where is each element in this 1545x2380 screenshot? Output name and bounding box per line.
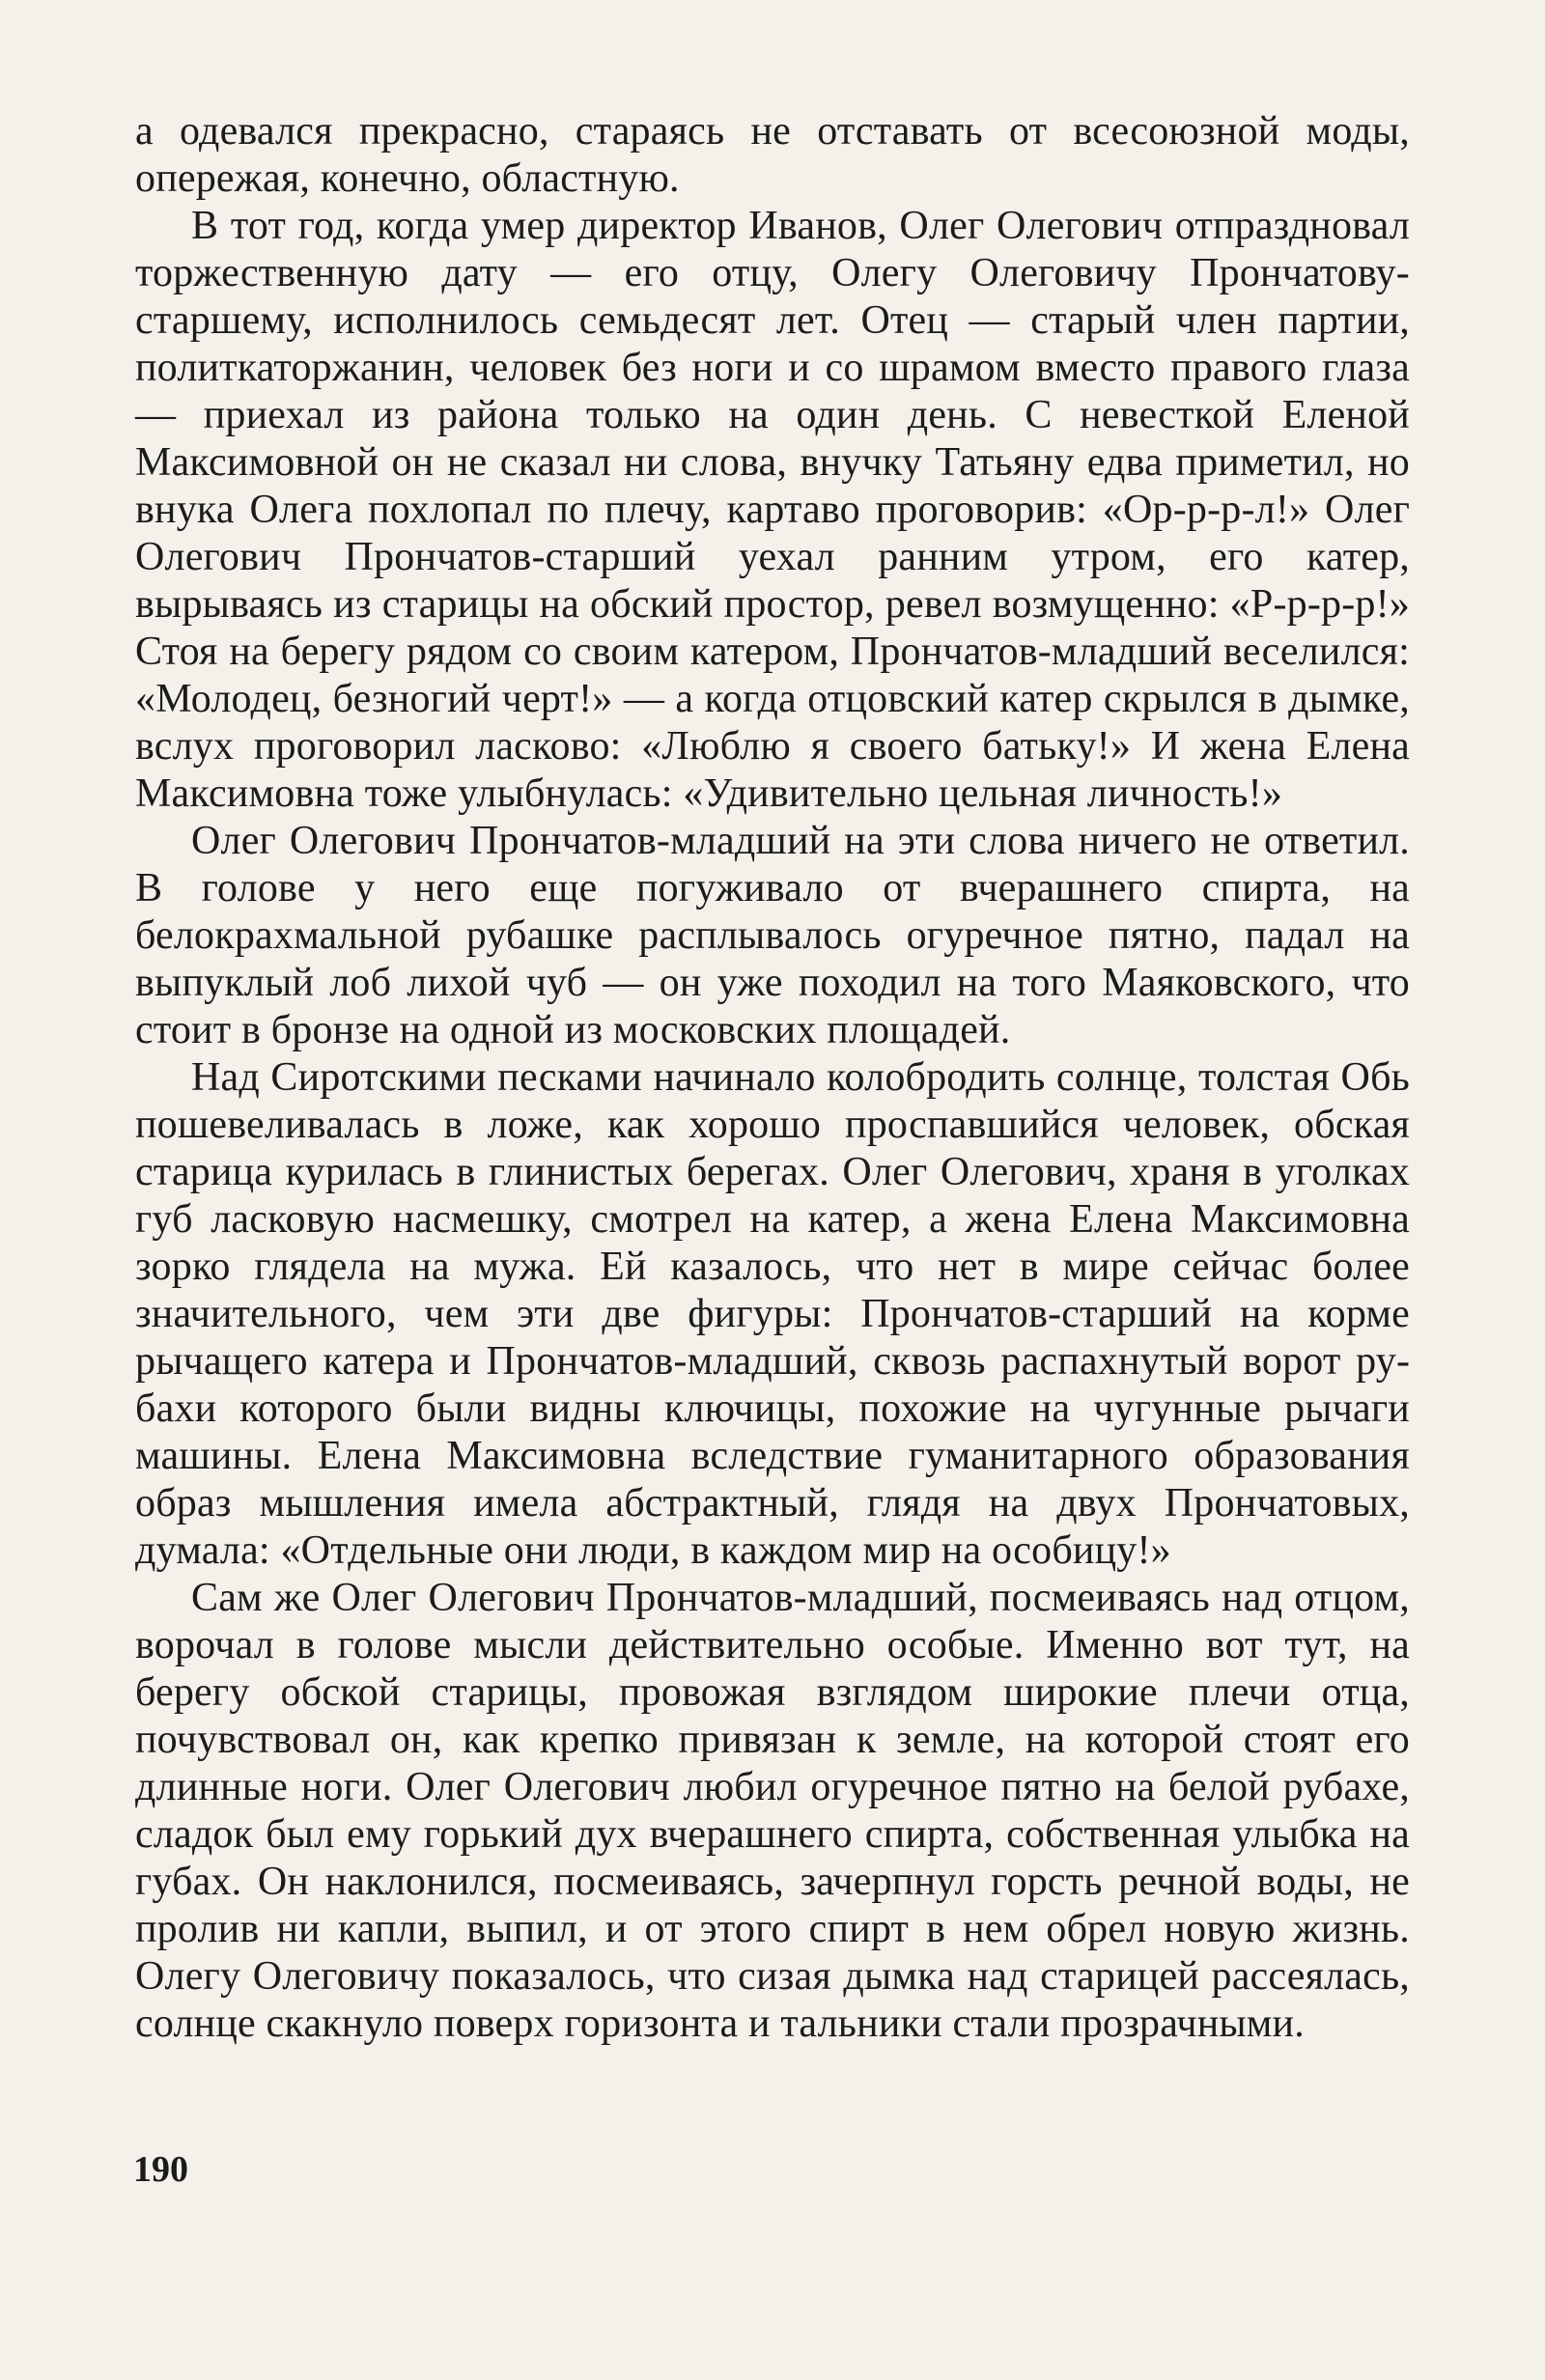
paragraph: Над Сиротскими песками начинало колобродить солнце, толстая Обь пошевеливалась в ложе, как хорошо проспавшийся человек, обская старица курилась в глинистых берегах. Олег Олегович, храня в уголках губ ласковую насмешку, смотрел на катер, а жена Елена Максимовна зорко глядела на мужа. Ей казалось, что нет в мире сейчас более значительного, чем эти две фигуры: Прончатов-старший на корме рычащего катера и Прончатов-младший, сквозь распахнутый ворот рубахи которого были видны ключицы, похожие на чугунные рычаги машины. Елена Максимовна вследствие гуманитарного образования образ мышления имела абстрактный, глядя на двух Прончатовых, думала: «Отдельные они люди, в каждом мир на особицу!» bbox=[135, 1055, 1410, 1573]
paragraph-continued: а одевался прекрасно, стараясь не отставать от всесоюзной моды, опережая, конечно, областную. bbox=[135, 109, 1410, 201]
paragraph: В тот год, когда умер директор Иванов, Олег Олегович отпраздновал торжественную дату — его отцу, Олегу Олеговичу Прончатову-старшему, исполнилось семьдесят лет. Отец — старый член партии, политкаторжанин, человек без ноги и со шрамом вместо правого глаза — приехал из района только на один день. С невесткой Еленой Максимовной он не сказал ни слова, внучку Татьяну едва приметил, но внука Олега похлопал по плечу, картаво проговорив: «Ор-р-р-л!» Олег Олегович Прончатов-старший уехал ранним утром, его катер, вырываясь из старицы на обский простор, ревел возмущенно: «Р-р-р-р!» Стоя на берегу рядом со своим катером, Прончатов-младший веселился: «Молодец, безногий черт!» — а когда отцовский катер скрылся в дымке, вслух проговорил ласково: «Люблю я своего батьку!» И жена Елена Максимовна тоже улыбнулась: «Удивительно цельная личность!» bbox=[135, 204, 1410, 816]
paragraph: Сам же Олег Олегович Прончатов-младший, посмеиваясь над отцом, ворочал в голове мысли действительно особые. Именно вот тут, на берегу обской старицы, провожая взглядом широкие плечи отца, почувствовал он, как крепко привязан к земле, на которой стоят его длинные ноги. Олег Олегович любил огуречное пятно на белой рубахе, сладок был ему горький дух вчерашнего спирта, собственная улыбка на губах. Он наклонился, посмеиваясь, зачерпнул горсть речной воды, не пролив ни капли, выпил, и от этого спирт в нем обрел новую жизнь. Олегу Олеговичу показалось, что сизая дымка над старицей рассеялась, солнце скакнуло поверх горизонта и тальники стали прозрачными. bbox=[135, 1576, 1410, 2046]
page-number: 190 bbox=[133, 2149, 188, 2190]
book-page-text bbox=[135, 108, 1410, 2281]
paragraph: Олег Олегович Прончатов-младший на эти слова ничего не ответил. В голове у него еще погуживало от вчерашнего спирта, на белокрахмальной рубашке расплывалось огуречное пятно, падал на выпуклый лоб лихой чуб — он уже походил на того Маяковского, что стоит в бронзе на одной из московских площадей. bbox=[135, 819, 1410, 1052]
